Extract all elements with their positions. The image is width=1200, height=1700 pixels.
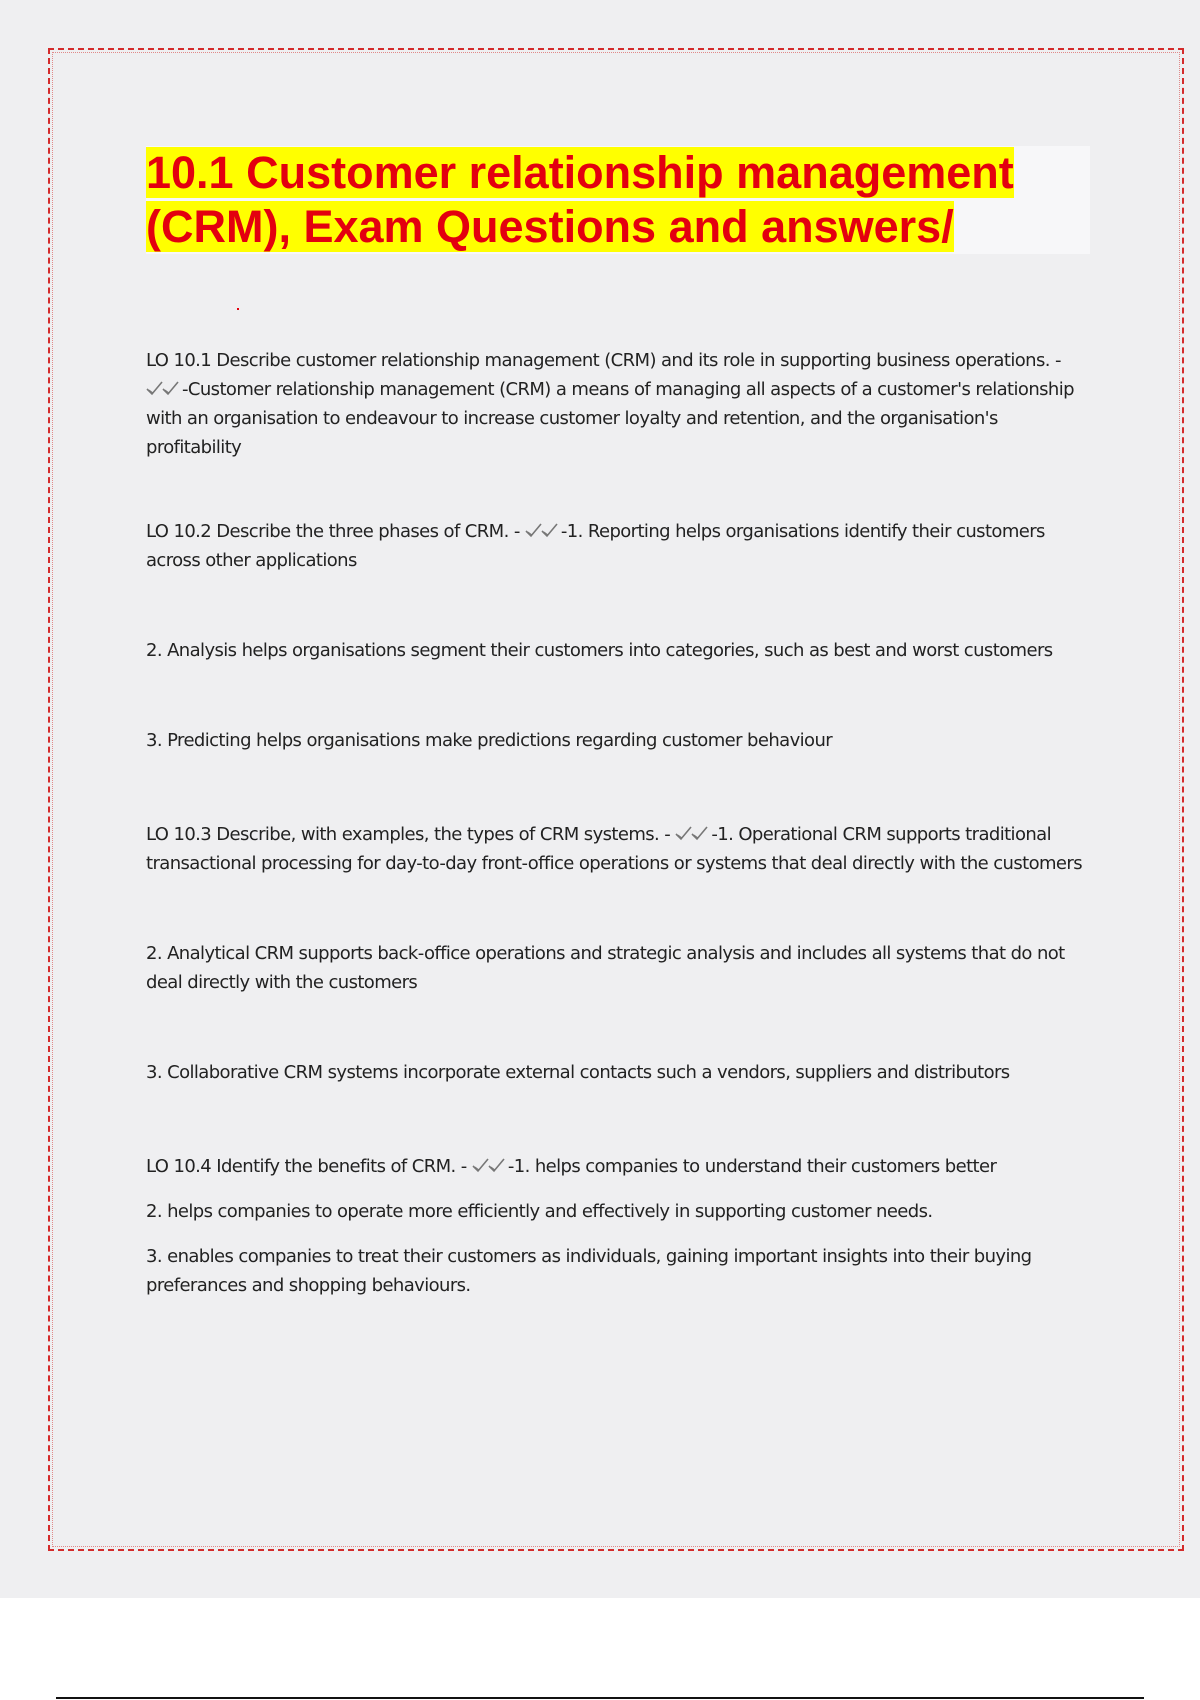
paragraph-lo-10-3 bbox=[146, 820, 1092, 878]
question-text: LO 10.1 Describe customer relationship management (CRM) and its role in supporting business operations. - bbox=[146, 350, 1061, 371]
answer-text: 2. Analysis helps organisations segment their customers into categories, such as best and worst customers bbox=[146, 640, 1053, 661]
answer-text: 3. enables companies to treat their customers as individuals, gaining important insights into their buying preferances and shopping behaviours. bbox=[146, 1246, 1032, 1296]
double-check-icon bbox=[472, 1156, 508, 1174]
paragraph-benefit-3 bbox=[146, 1242, 1092, 1300]
answer-text: -1. Reporting helps organisations identify their customers across other applications bbox=[146, 521, 1045, 571]
stray-mark bbox=[237, 308, 239, 310]
answer-text: 2. Analytical CRM supports back-office operations and strategic analysis and includes all systems that do not deal directly with the customers bbox=[146, 943, 1065, 993]
paragraph-benefit-2 bbox=[146, 1197, 1092, 1226]
answer-text: -Customer relationship management (CRM) a means of managing all aspects of a customer's relationship with an organisation to endeavour to increase customer loyalty and retention, and the organisation's profitability bbox=[146, 379, 1074, 458]
double-check-icon bbox=[146, 379, 182, 397]
answer-text: -1. helps companies to understand their customers better bbox=[507, 1156, 997, 1177]
paragraph-lo-10-1 bbox=[146, 346, 1092, 462]
paragraph-type-3 bbox=[146, 1058, 1092, 1087]
document-body bbox=[146, 346, 1092, 1300]
title-highlight: 10.1 Customer relationship management (CRM), Exam Questions and answers/ bbox=[146, 147, 1014, 252]
question-text: LO 10.3 Describe, with examples, the types of CRM systems. - bbox=[146, 824, 676, 845]
paragraph-lo-10-2 bbox=[146, 517, 1092, 575]
double-check-icon bbox=[675, 824, 711, 842]
paragraph-phase-3 bbox=[146, 726, 1092, 755]
answer-text: 2. helps companies to operate more efficiently and effectively in supporting customer needs. bbox=[146, 1201, 933, 1222]
paragraph-lo-10-4 bbox=[146, 1152, 1092, 1181]
paragraph-phase-2 bbox=[146, 636, 1092, 665]
answer-text: -1. Operational CRM supports traditional transactional processing for day-to-day front-office operations or systems that deal directly with the customers bbox=[146, 824, 1082, 874]
answer-text: 3. Collaborative CRM systems incorporate external contacts such a vendors, suppliers and distributors bbox=[146, 1062, 1010, 1083]
footer-rule bbox=[56, 1697, 1144, 1699]
double-check-icon bbox=[525, 521, 561, 539]
answer-text: 3. Predicting helps organisations make predictions regarding customer behaviour bbox=[146, 730, 833, 751]
title-block bbox=[146, 146, 1090, 254]
question-text: LO 10.4 Identify the benefits of CRM. - bbox=[146, 1156, 472, 1177]
question-text: LO 10.2 Describe the three phases of CRM. - bbox=[146, 521, 525, 542]
paragraph-type-2 bbox=[146, 939, 1092, 997]
document-title bbox=[146, 146, 1090, 254]
